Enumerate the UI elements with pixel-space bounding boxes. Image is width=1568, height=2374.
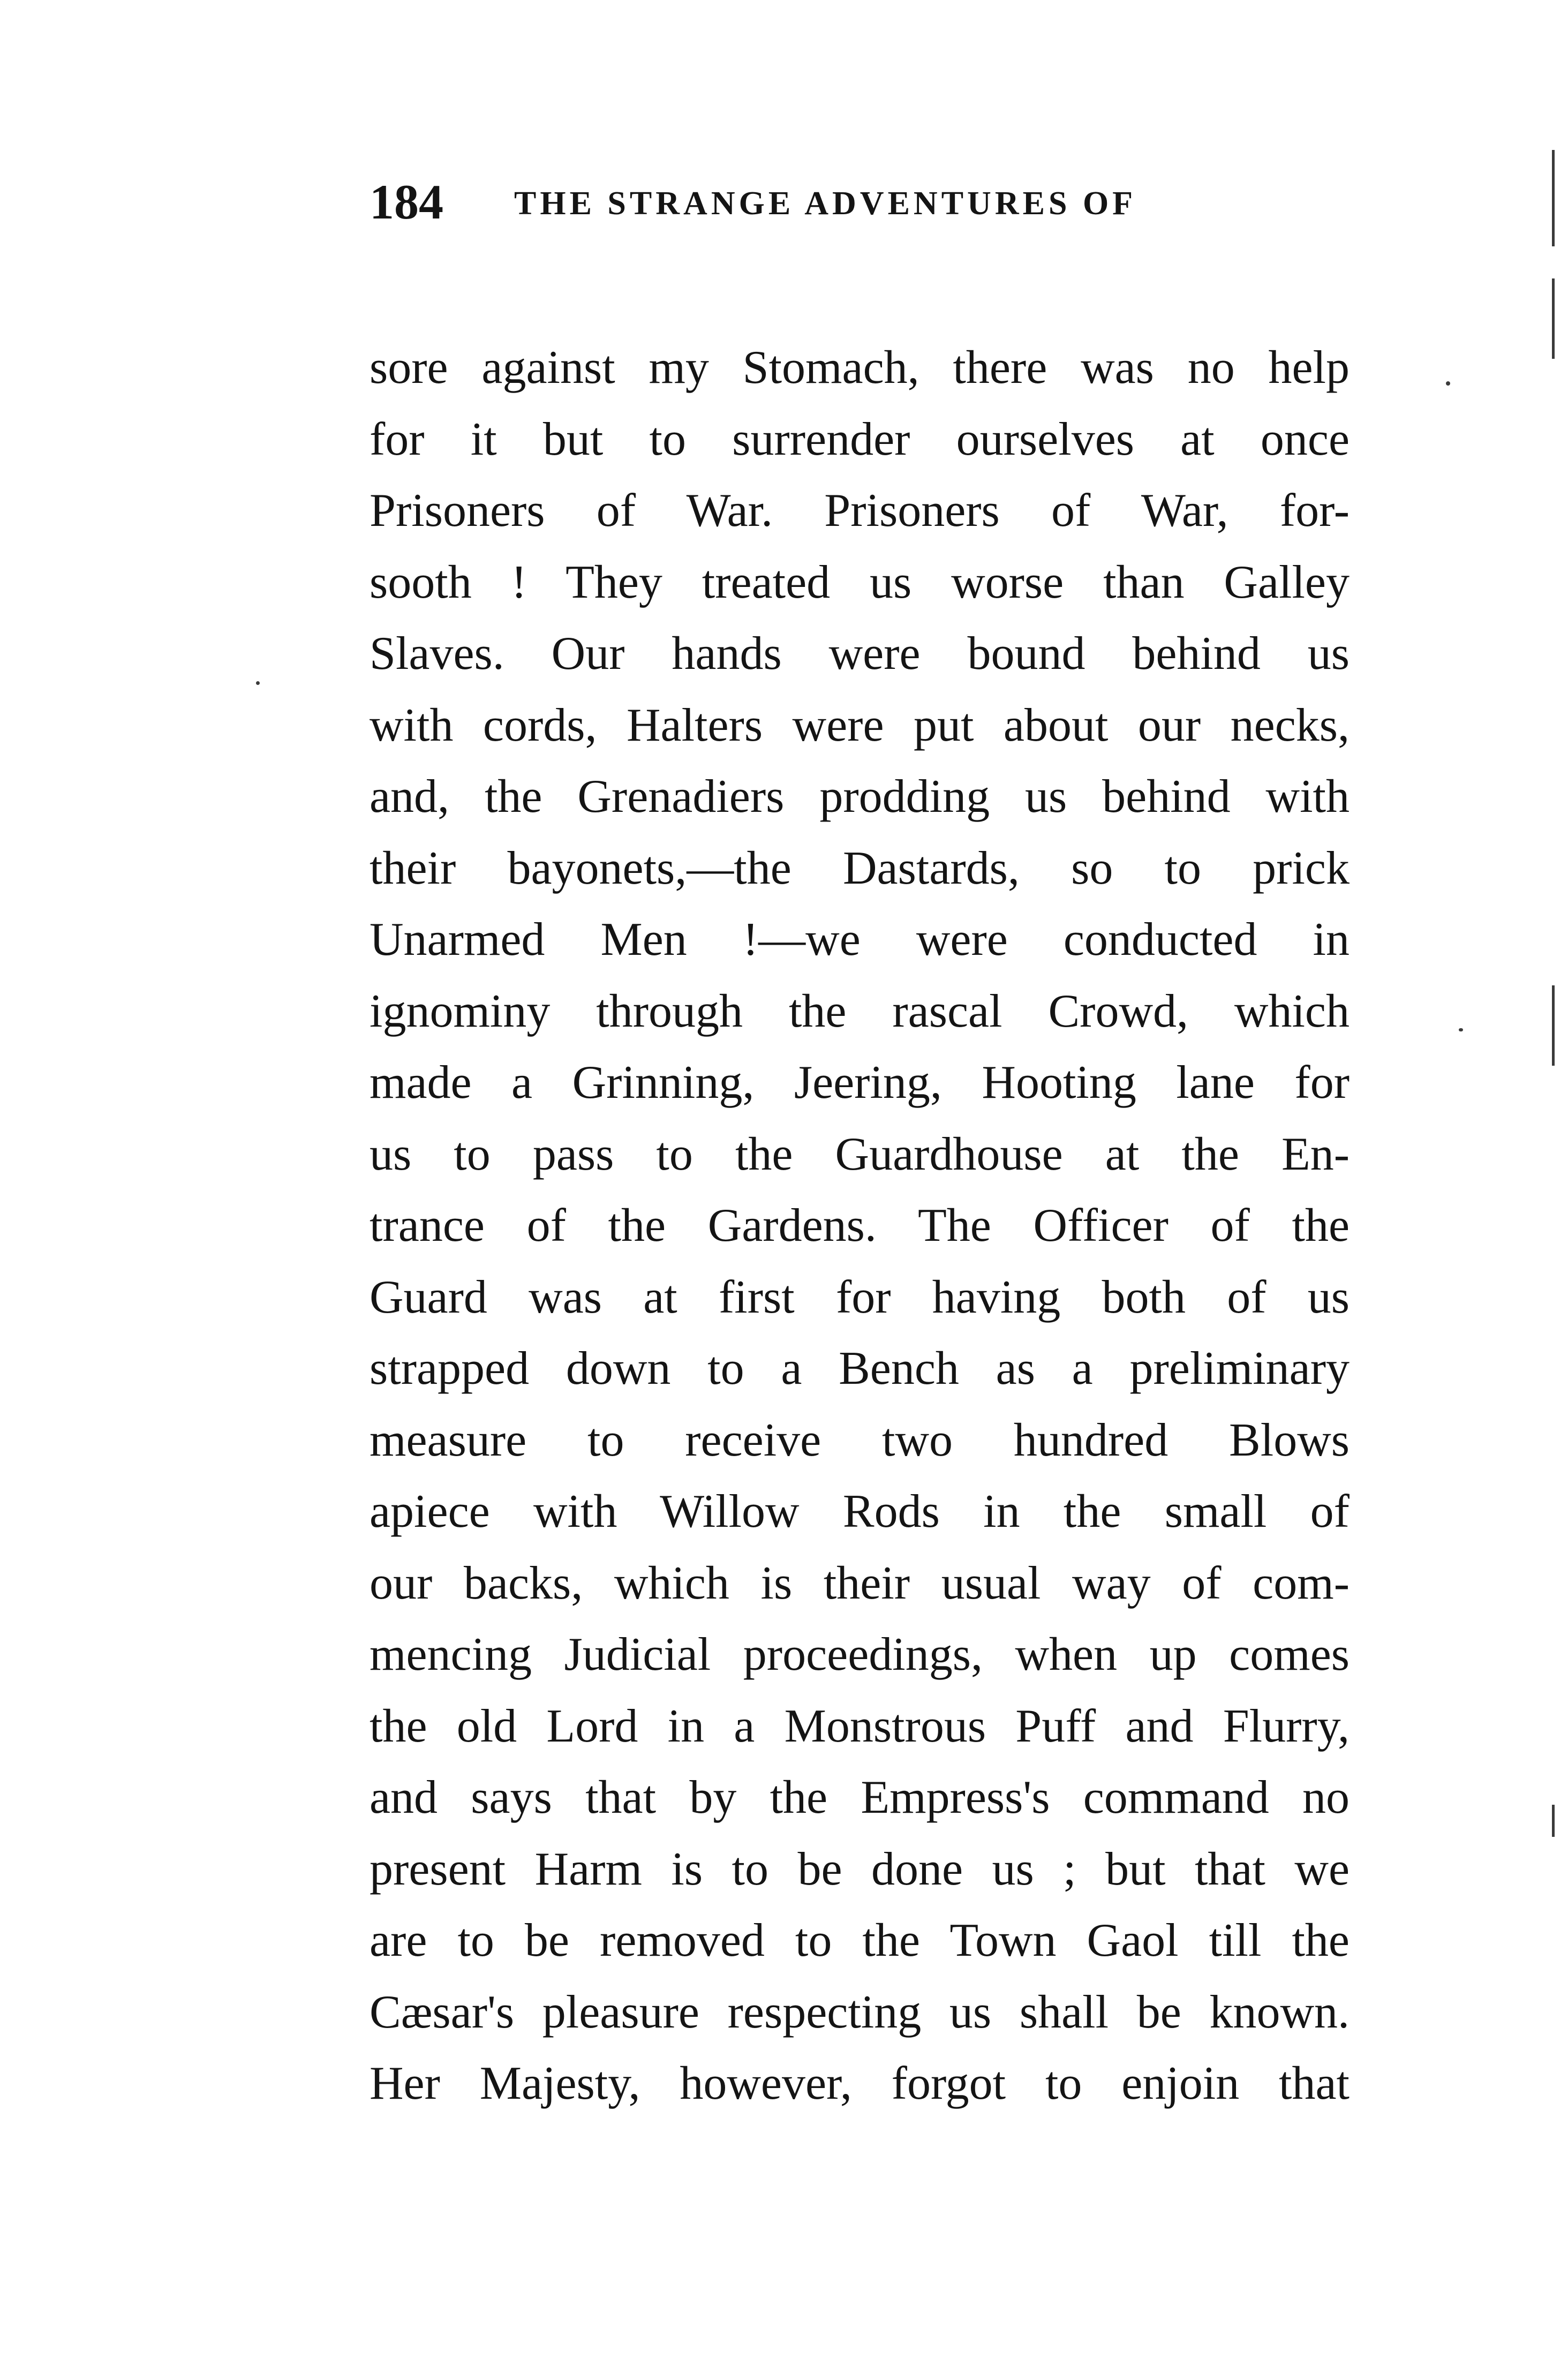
running-head: [370, 172, 1387, 231]
text-line: Unarmed Men !—we were conducted in: [370, 914, 1350, 966]
text-line: and says that by the Empress's command no: [370, 1772, 1350, 1823]
scan-margin-mark: [1552, 985, 1555, 1066]
text-line: measure to receive two hundred Blows: [370, 1414, 1350, 1466]
text-line: apiece with Willow Rods in the small of: [370, 1486, 1350, 1538]
text-line: mencing Judicial proceedings, when up comes: [370, 1629, 1350, 1680]
text-line: trance of the Gardens. The Officer of the: [370, 1200, 1350, 1252]
text-line: Slaves. Our hands were bound behind us: [370, 628, 1350, 680]
text-line: and, the Grenadiers prodding us behind with: [370, 771, 1350, 823]
text-line: Her Majesty, however, forgot to enjoin that: [370, 2058, 1350, 2109]
text-line: us to pass to the Guardhouse at the En-: [370, 1128, 1350, 1180]
text-line: are to be removed to the Town Gaol till the: [370, 1915, 1350, 1966]
text-line: Guard was at first for having both of us: [370, 1271, 1350, 1323]
text-line: the old Lord in a Monstrous Puff and Flurry,: [370, 1700, 1350, 1752]
text-line: sooth ! They treated us worse than Galley: [370, 556, 1350, 608]
text-line: ignominy through the rascal Crowd, which: [370, 985, 1350, 1037]
page-number: 184: [370, 175, 443, 229]
scan-margin-mark: [1552, 1805, 1555, 1837]
scan-margin-mark: [1552, 278, 1555, 359]
scan-margin-mark: [1552, 150, 1555, 246]
running-title: THE STRANGE ADVENTURES OF: [514, 185, 1137, 222]
text-line: their bayonets,—the Dastards, so to prick: [370, 842, 1350, 894]
text-line: for it but to surrender ourselves at once: [370, 413, 1350, 465]
text-line: sore against my Stomach, there was no help: [370, 342, 1350, 394]
scan-dot: [256, 681, 260, 685]
text-line: our backs, which is their usual way of com-: [370, 1557, 1350, 1609]
text-line: Cæsar's pleasure respecting us shall be known.: [370, 1986, 1350, 2038]
text-line: strapped down to a Bench as a preliminary: [370, 1343, 1350, 1395]
body-text: [370, 332, 1350, 2120]
text-line: made a Grinning, Jeering, Hooting lane for: [370, 1057, 1350, 1109]
text-line: Prisoners of War. Prisoners of War, for-: [370, 485, 1350, 537]
text-line: with cords, Halters were put about our necks,: [370, 699, 1350, 751]
scan-dot: [1459, 1028, 1463, 1031]
scan-dot: [1446, 381, 1450, 386]
text-line: present Harm is to be done us ; but that we: [370, 1843, 1350, 1895]
